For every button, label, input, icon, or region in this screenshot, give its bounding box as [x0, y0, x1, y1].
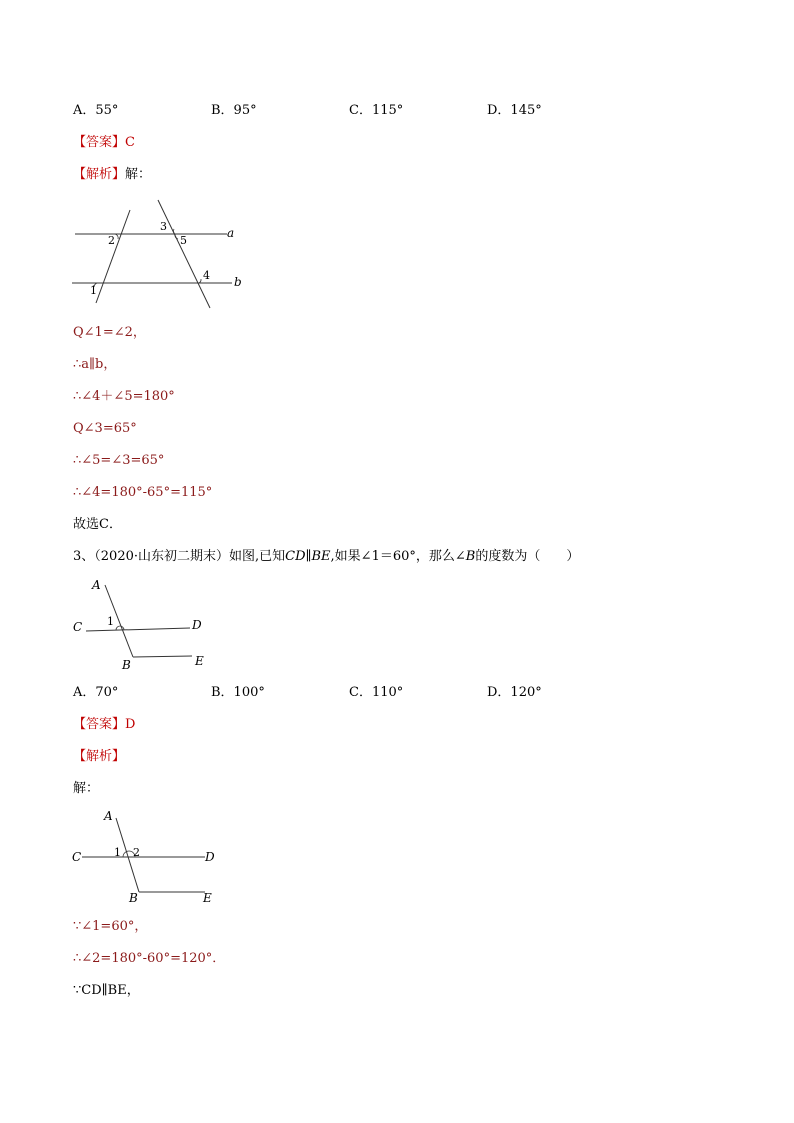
- q3-step-1: ∵∠1=60°，: [73, 919, 148, 934]
- q3s-label-e: E: [203, 891, 212, 905]
- q2-step-2: ∴a∥b，: [73, 357, 117, 372]
- q2-angle-5-label: 5: [180, 234, 187, 247]
- answer-value: C: [125, 135, 135, 150]
- q3s-label-a: A: [104, 809, 113, 823]
- q2-answer: [73, 135, 135, 151]
- answer-value: D: [125, 717, 136, 732]
- q3s-label-b: B: [129, 891, 138, 905]
- q2-step-1: Q∠1=∠2，: [73, 325, 146, 340]
- q3-stem-prefix: 3、（2020·山东初二期末）如图,已知: [73, 549, 286, 564]
- analysis-tag: 【解析】: [73, 167, 126, 182]
- q2-angle-1-label: 1: [90, 284, 97, 297]
- q2-step-6: ∴∠4=180°-65°=115°: [73, 485, 213, 500]
- q2-angle-3-label: 3: [160, 220, 167, 233]
- q3-stem: [73, 549, 579, 565]
- q2-step-5: ∴∠5=∠3=65°: [73, 453, 165, 468]
- q2-option-c: C．115°: [349, 103, 404, 118]
- q3-solve: 解：: [73, 781, 100, 796]
- q3s-label-c: C: [72, 850, 82, 864]
- q3-solution-figure: [70, 808, 230, 908]
- q2-line-a-label: a: [227, 226, 235, 240]
- q2-step-4: Q∠3=65°: [73, 421, 137, 436]
- q3-option-a: A．70°: [73, 685, 119, 700]
- q3s-label-1: 1: [114, 846, 121, 859]
- analysis-suffix: 解：: [125, 167, 152, 182]
- q2-conclusion: 故选C．: [73, 517, 122, 532]
- q2-angle-4-label: 4: [203, 269, 210, 282]
- q3-analysis: [73, 749, 125, 765]
- q3-option-d: D．120°: [487, 685, 542, 700]
- q3-step-3: ∵CD∥BE，: [73, 983, 140, 998]
- q3-label-d: D: [192, 618, 202, 632]
- q3-option-c: C．110°: [349, 685, 404, 700]
- q2-option-d: D．145°: [487, 103, 542, 118]
- q3-step-2: ∴∠2=180°-60°=120°．: [73, 951, 226, 966]
- q3-stem-b: B: [465, 549, 476, 564]
- q3s-label-2: 2: [133, 846, 140, 859]
- q3-label-e: E: [195, 654, 204, 668]
- q3s-label-d: D: [205, 850, 215, 864]
- q2-angle-2-label: 2: [108, 234, 115, 247]
- q2-line-b-label: b: [234, 275, 242, 289]
- q3-figure: [70, 575, 220, 675]
- q3-option-b: B．100°: [211, 685, 265, 700]
- q3-answer: [73, 717, 135, 733]
- analysis-tag: 【解析】: [73, 749, 126, 764]
- q3-label-c: C: [73, 620, 83, 634]
- q3-stem-lines: CD∥BE: [285, 549, 331, 564]
- answer-tag: 【答案】: [73, 717, 126, 732]
- q2-option-b: B．95°: [211, 103, 257, 118]
- q2-step-3: ∴∠4＋∠5=180°: [73, 389, 175, 404]
- q3-label-b: B: [122, 658, 131, 672]
- q2-analysis: [73, 167, 151, 183]
- q3-label-1: 1: [107, 615, 114, 628]
- q2-option-a: A．55°: [73, 103, 119, 118]
- q3-label-a: A: [92, 578, 101, 592]
- q3-stem-middle: ,如果∠1＝60°，那么∠: [330, 549, 466, 564]
- q3-stem-suffix: 的度数为（ ）: [475, 549, 580, 564]
- q2-parallel-lines-figure: [70, 195, 250, 315]
- answer-tag: 【答案】: [73, 135, 126, 150]
